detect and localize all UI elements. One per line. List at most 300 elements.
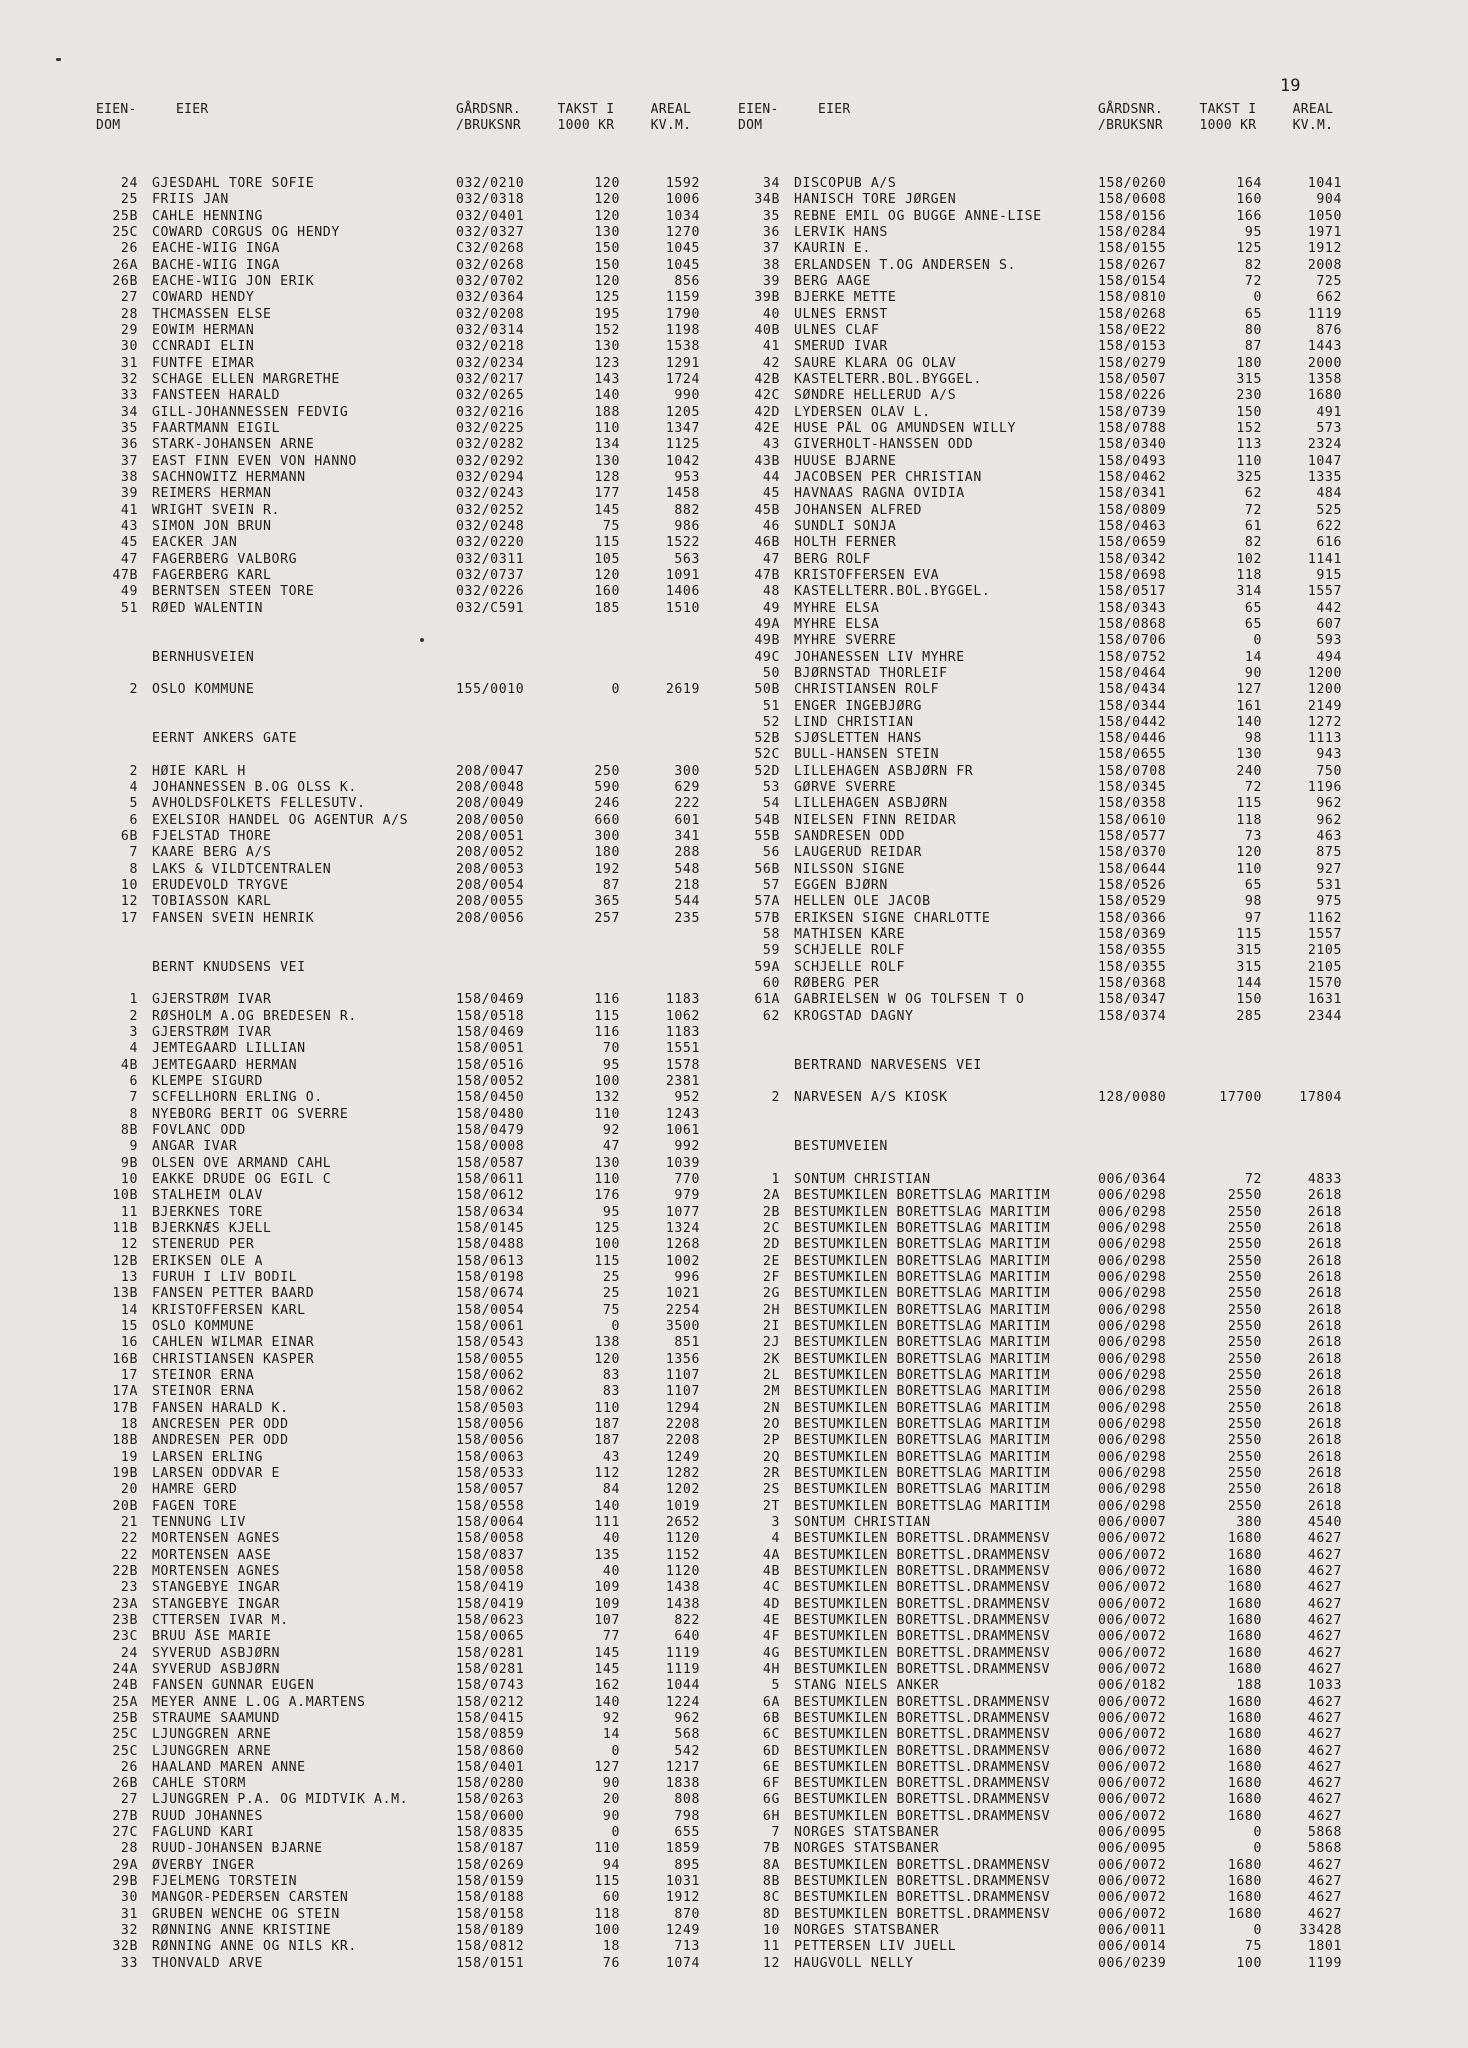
owner-name: MEYER ANNE L.OG A.MARTENS — [152, 1694, 366, 1710]
takst-value: 110 — [1236, 861, 1262, 877]
owner-name: FANSEN HARALD K. — [152, 1400, 289, 1416]
gardsnr-bruksnr: 032/0702 — [456, 273, 525, 289]
takst-value: 65 — [1244, 306, 1262, 322]
gardsnr-bruksnr: 158/0655 — [1098, 747, 1167, 763]
property-row — [738, 1695, 1358, 1711]
gardsnr-bruksnr: 006/0072 — [1098, 1874, 1167, 1890]
owner-name: OSLO KOMMUNE — [152, 1318, 255, 1334]
gardsnr-bruksnr: 158/0809 — [1098, 502, 1167, 518]
takst-value: 315 — [1236, 943, 1262, 959]
owner-name: KRISTOFFERSEN EVA — [794, 567, 940, 583]
areal-value: 1268 — [665, 1237, 700, 1253]
gardsnr-bruksnr: 158/0355 — [1098, 943, 1167, 959]
takst-value: 257 — [594, 910, 620, 926]
property-row — [738, 1270, 1358, 1286]
eiendom-number: 5 — [771, 1678, 780, 1694]
areal-value: 1522 — [665, 535, 700, 551]
property-row — [738, 796, 1358, 812]
owner-name: NORGES STATSBANER — [794, 1841, 940, 1857]
areal-value: 4627 — [1307, 1743, 1342, 1759]
eiendom-number: 43 — [120, 518, 138, 534]
eiendom-number: 53 — [762, 780, 780, 796]
takst-value: 90 — [602, 1808, 620, 1824]
owner-name: CHRISTIANSEN ROLF — [794, 682, 940, 698]
gardsnr-bruksnr: 032/0208 — [456, 306, 525, 322]
eiendom-number: 2 — [129, 1008, 138, 1024]
eiendom-number: 57 — [762, 878, 780, 894]
takst-value: 130 — [594, 453, 620, 469]
gardsnr-bruksnr: 158/0158 — [456, 1906, 525, 1922]
eiendom-number: 27 — [120, 1792, 138, 1808]
takst-value: 76 — [602, 1955, 620, 1971]
takst-value: 161 — [1236, 698, 1262, 714]
takst-value: 140 — [594, 1498, 620, 1514]
areal-value: 1291 — [665, 355, 700, 371]
takst-value: 285 — [1236, 1008, 1262, 1024]
property-row — [96, 1858, 716, 1874]
owner-name: LJUNGGREN P.A. OG MIDTVIK A.M. — [152, 1792, 409, 1808]
property-row — [96, 1956, 716, 1972]
takst-value: 166 — [1236, 208, 1262, 224]
blank-line — [96, 976, 716, 992]
gardsnr-bruksnr: 006/0182 — [1098, 1678, 1167, 1694]
property-row — [96, 405, 716, 421]
property-row — [738, 1597, 1358, 1613]
owner-name: BESTUMKILEN BORETTSL.DRAMMENSV — [794, 1612, 1051, 1628]
property-row — [738, 699, 1358, 715]
eiendom-number: 30 — [120, 1890, 138, 1906]
owner-name: MYHRE ELSA — [794, 600, 880, 616]
gardsnr-bruksnr: 158/0341 — [1098, 486, 1167, 502]
takst-value: 2550 — [1227, 1335, 1262, 1351]
property-row — [738, 845, 1358, 861]
eiendom-number: 2I — [762, 1318, 780, 1334]
eiendom-number: 4G — [762, 1645, 780, 1661]
property-row — [738, 1466, 1358, 1482]
gardsnr-bruksnr: C32/0268 — [456, 241, 525, 257]
owner-name: EGGEN BJØRN — [794, 878, 888, 894]
property-row — [96, 894, 716, 910]
owner-name: BESTUMKILEN BORETTSLAG MARITIM — [794, 1221, 1051, 1236]
eiendom-number: 27C — [112, 1825, 138, 1841]
street-heading: EERNT ANKERS GATE — [152, 731, 298, 747]
owner-name: BESTUMKILEN BORETTSL.DRAMMENSV — [794, 1710, 1051, 1726]
gardsnr-bruksnr: 158/0279 — [1098, 355, 1167, 371]
eiendom-number: 17A — [112, 1384, 138, 1400]
owner-name: BESTUMKILEN BORETTSLAG MARITIM — [794, 1188, 1051, 1204]
areal-value: 17804 — [1299, 1090, 1342, 1106]
gardsnr-bruksnr: 158/0480 — [456, 1106, 525, 1122]
takst-value: 130 — [594, 224, 620, 240]
areal-value: 1162 — [1307, 910, 1342, 926]
owner-name: STEINOR ERNA — [152, 1367, 255, 1383]
owner-name: NIELSEN FINN REIDAR — [794, 812, 957, 828]
eiendom-number: 25C — [112, 1743, 138, 1759]
areal-value: 2618 — [1307, 1433, 1342, 1449]
gardsnr-bruksnr: 158/0577 — [1098, 829, 1167, 845]
areal-value: 1119 — [1307, 306, 1342, 322]
takst-value: 120 — [594, 273, 620, 289]
owner-name: LAUGERUD REIDAR — [794, 845, 923, 861]
eiendom-number: 16 — [120, 1335, 138, 1351]
eiendom-number: 49A — [754, 616, 780, 632]
owner-name: ERLANDSEN T.OG ANDERSEN S. — [794, 257, 1017, 273]
owner-name: FANSTEEN HARALD — [152, 388, 281, 404]
property-row — [738, 1531, 1358, 1547]
gardsnr-bruksnr: 158/0063 — [456, 1449, 525, 1465]
areal-value: 713 — [674, 1939, 700, 1955]
eiendom-number: 56 — [762, 845, 780, 861]
eiendom-number: 31 — [120, 1906, 138, 1922]
gardsnr-bruksnr: 006/0298 — [1098, 1433, 1167, 1449]
takst-value: 105 — [594, 551, 620, 567]
takst-value: 14 — [602, 1727, 620, 1743]
areal-value: 1199 — [1307, 1955, 1342, 1971]
property-row — [96, 437, 716, 453]
eiendom-number: 56B — [754, 861, 780, 877]
takst-value: 110 — [594, 420, 620, 436]
property-row — [96, 796, 716, 812]
takst-value: 0 — [1253, 1825, 1262, 1841]
owner-name: FUNTFE EIMAR — [152, 355, 255, 371]
areal-value: 1406 — [665, 584, 700, 600]
takst-value: 90 — [602, 1776, 620, 1792]
areal-value: 1045 — [665, 241, 700, 257]
gardsnr-bruksnr: 032/0225 — [456, 420, 525, 436]
owner-name: PETTERSEN LIV JUELL — [794, 1939, 957, 1955]
gardsnr-bruksnr: 158/0187 — [456, 1841, 525, 1857]
property-row — [96, 1662, 716, 1678]
gardsnr-bruksnr: 158/0056 — [456, 1433, 525, 1449]
areal-value: 2618 — [1307, 1384, 1342, 1400]
takst-value: 95 — [1244, 224, 1262, 240]
takst-value: 365 — [594, 894, 620, 910]
owner-name: REBNE EMIL OG BUGGE ANNE-LISE — [794, 208, 1042, 224]
owner-name: KAURIN E. — [794, 241, 871, 257]
areal-value: 1202 — [665, 1482, 700, 1498]
areal-value: 4627 — [1307, 1596, 1342, 1612]
owner-name: THONVALD ARVE — [152, 1955, 264, 1971]
property-row — [96, 764, 716, 780]
eiendom-number: 31 — [120, 355, 138, 371]
eiendom-number: 7 — [771, 1825, 780, 1841]
owner-name: LYDERSEN OLAV L. — [794, 404, 931, 420]
takst-value: 118 — [1236, 567, 1262, 583]
eiendom-number: 4H — [762, 1661, 780, 1677]
owner-name: BESTUMKILEN BORETTSLAG MARITIM — [794, 1465, 1051, 1481]
eiendom-number: 35 — [120, 420, 138, 436]
takst-value: 98 — [1244, 731, 1262, 747]
areal-value: 1034 — [665, 208, 700, 224]
property-row — [738, 1009, 1358, 1025]
eiendom-number: 22 — [120, 1531, 138, 1547]
areal-value: 5868 — [1307, 1841, 1342, 1857]
property-row — [738, 339, 1358, 355]
areal-value: 2618 — [1307, 1351, 1342, 1367]
gardsnr-bruksnr: 158/0281 — [456, 1661, 525, 1677]
eiendom-number: 3 — [129, 1025, 138, 1041]
owner-name: HAALAND MAREN ANNE — [152, 1759, 306, 1775]
eiendom-number: 17B — [112, 1400, 138, 1416]
owner-name: GJESDAHL TORE SOFIE — [152, 176, 315, 191]
owner-name: SONTUM CHRISTIAN — [794, 1514, 931, 1530]
property-row — [738, 1744, 1358, 1760]
eiendom-number: 50B — [754, 682, 780, 698]
eiendom-number: 32 — [120, 371, 138, 387]
gardsnr-bruksnr: 158/0706 — [1098, 633, 1167, 649]
owner-name: EACKER JAN — [152, 535, 238, 551]
property-row — [738, 682, 1358, 698]
gardsnr-bruksnr: 006/0298 — [1098, 1367, 1167, 1383]
takst-value: 72 — [1244, 273, 1262, 289]
column-header — [96, 102, 716, 150]
property-row — [96, 1825, 716, 1841]
property-row — [738, 470, 1358, 486]
owner-name: JOHANSEN ALFRED — [794, 502, 923, 518]
takst-value: 100 — [1236, 1955, 1262, 1971]
property-row — [738, 1662, 1358, 1678]
gardsnr-bruksnr: 158/0064 — [456, 1514, 525, 1530]
takst-value: 110 — [594, 1106, 620, 1122]
property-row — [96, 1172, 716, 1188]
property-row — [738, 1825, 1358, 1841]
owner-name: STRAUME SAAMUND — [152, 1710, 281, 1726]
takst-value: 188 — [594, 404, 620, 420]
owner-name: BESTUMKILEN BORETTSL.DRAMMENSV — [794, 1857, 1051, 1873]
eiendom-number: 4 — [129, 1041, 138, 1057]
owner-name: LARSEN ERLING — [152, 1449, 264, 1465]
header-gardsnr: GÅRDSNR. /BRUKSNR — [456, 102, 522, 133]
owner-name: SCHJELLE ROLF — [794, 959, 906, 975]
gardsnr-bruksnr: 158/0442 — [1098, 714, 1167, 730]
areal-value: 1443 — [1307, 339, 1342, 355]
property-row — [96, 454, 716, 470]
areal-value: 1183 — [665, 992, 700, 1008]
property-row — [738, 976, 1358, 992]
right-column — [738, 102, 1358, 1972]
gardsnr-bruksnr: 006/0072 — [1098, 1776, 1167, 1792]
gardsnr-bruksnr: 032/C591 — [456, 600, 525, 616]
owner-name: LILLEHAGEN ASBJØRN — [794, 796, 948, 812]
gardsnr-bruksnr: 158/0587 — [456, 1155, 525, 1171]
property-row — [96, 568, 716, 584]
eiendom-number: 2T — [762, 1498, 780, 1514]
gardsnr-bruksnr: 006/0072 — [1098, 1727, 1167, 1743]
eiendom-number: 28 — [120, 306, 138, 322]
property-row — [96, 1597, 716, 1613]
areal-value: 1790 — [665, 306, 700, 322]
owner-name: BESTUMKILEN BORETTSLAG MARITIM — [794, 1384, 1051, 1400]
takst-value: 180 — [594, 845, 620, 861]
owner-name: MORTENSEN AGNES — [152, 1563, 281, 1579]
gardsnr-bruksnr: 158/0340 — [1098, 437, 1167, 453]
gardsnr-bruksnr: 158/0065 — [456, 1629, 525, 1645]
gardsnr-bruksnr: 006/0298 — [1098, 1416, 1167, 1432]
takst-value: 107 — [594, 1612, 620, 1628]
gardsnr-bruksnr: 006/0072 — [1098, 1580, 1167, 1596]
owner-name: RØNNING ANNE OG NILS KR. — [152, 1939, 357, 1955]
eiendom-number: 39 — [120, 486, 138, 502]
takst-value: 43 — [602, 1449, 620, 1465]
eiendom-number: 17 — [120, 1367, 138, 1383]
takst-value: 2550 — [1227, 1351, 1262, 1367]
eiendom-number: 1 — [771, 1172, 780, 1188]
gardsnr-bruksnr: 032/0217 — [456, 371, 525, 387]
gardsnr-bruksnr: 158/0613 — [456, 1253, 525, 1269]
gardsnr-bruksnr: 006/0072 — [1098, 1743, 1167, 1759]
areal-value: 798 — [674, 1808, 700, 1824]
gardsnr-bruksnr: 032/0314 — [456, 322, 525, 338]
takst-value: 110 — [594, 1841, 620, 1857]
areal-value: 1198 — [665, 322, 700, 338]
takst-value: 109 — [594, 1580, 620, 1596]
eiendom-number: 7 — [129, 1090, 138, 1106]
takst-value: 2550 — [1227, 1253, 1262, 1269]
owner-name: FAGERBERG VALBORG — [152, 551, 298, 567]
areal-value: 4627 — [1307, 1645, 1342, 1661]
property-row — [96, 241, 716, 257]
takst-value: 25 — [602, 1286, 620, 1302]
owner-name: NILSSON SIGNE — [794, 861, 906, 877]
property-row — [738, 241, 1358, 257]
takst-value: 100 — [594, 1923, 620, 1939]
owner-name: JOHANNESSEN B.OG OLSS K. — [152, 780, 357, 796]
gardsnr-bruksnr: 158/0267 — [1098, 257, 1167, 273]
eiendom-number: 26 — [120, 241, 138, 257]
takst-value: 150 — [594, 241, 620, 257]
gardsnr-bruksnr: 006/0298 — [1098, 1465, 1167, 1481]
owner-name: CHRISTIANSEN KASPER — [152, 1351, 315, 1367]
property-row — [738, 943, 1358, 959]
gardsnr-bruksnr: 158/0634 — [456, 1204, 525, 1220]
areal-value: 4627 — [1307, 1563, 1342, 1579]
owner-name: BJERKNÆS KJELL — [152, 1221, 272, 1236]
areal-value: 1838 — [665, 1776, 700, 1792]
takst-value: 177 — [594, 486, 620, 502]
areal-value: 856 — [674, 273, 700, 289]
gardsnr-bruksnr: 158/0529 — [1098, 894, 1167, 910]
property-row — [738, 1956, 1358, 1972]
owner-name: BESTUMKILEN BORETTSLAG MARITIM — [794, 1449, 1051, 1465]
takst-value: 83 — [602, 1367, 620, 1383]
areal-value: 1205 — [665, 404, 700, 420]
owner-name: NYEBORG BERIT OG SVERRE — [152, 1106, 349, 1122]
areal-value: 1294 — [665, 1400, 700, 1416]
areal-value: 1042 — [665, 453, 700, 469]
areal-value: 1107 — [665, 1367, 700, 1383]
eiendom-number: 12 — [120, 894, 138, 910]
eiendom-number: 2N — [762, 1400, 780, 1416]
eiendom-number: 5 — [129, 796, 138, 812]
gardsnr-bruksnr: 158/0533 — [456, 1465, 525, 1481]
property-row — [96, 1711, 716, 1727]
takst-value: 0 — [611, 1825, 620, 1841]
blank-line — [96, 715, 716, 731]
owner-name: BESTUMKILEN BORETTSL.DRAMMENSV — [794, 1759, 1051, 1775]
takst-value: 1680 — [1227, 1792, 1262, 1808]
areal-value: 463 — [1316, 829, 1342, 845]
property-row — [738, 1237, 1358, 1253]
owner-name: NARVESEN A/S KIOSK — [794, 1090, 948, 1106]
takst-value: 100 — [594, 1237, 620, 1253]
owner-name: ULNES ERNST — [794, 306, 888, 322]
areal-value: 33428 — [1299, 1923, 1342, 1939]
property-row — [96, 1188, 716, 1204]
property-row — [96, 1482, 716, 1498]
eiendom-number: 6C — [762, 1727, 780, 1743]
header-eier: EIER — [818, 102, 851, 117]
property-row — [96, 1466, 716, 1482]
gardsnr-bruksnr: 006/0298 — [1098, 1335, 1167, 1351]
areal-value: 1282 — [665, 1465, 700, 1481]
owner-name: ERIKSEN SIGNE CHARLOTTE — [794, 910, 991, 926]
gardsnr-bruksnr: 158/0463 — [1098, 518, 1167, 534]
areal-value: 1044 — [665, 1678, 700, 1694]
property-row — [96, 552, 716, 568]
takst-value: 2550 — [1227, 1269, 1262, 1285]
eiendom-number: 2G — [762, 1286, 780, 1302]
owner-name: LJUNGGREN ARNE — [152, 1727, 272, 1743]
areal-value: 2000 — [1307, 355, 1342, 371]
gardsnr-bruksnr: 032/0218 — [456, 339, 525, 355]
owner-name: NORGES STATSBANER — [794, 1923, 940, 1939]
gardsnr-bruksnr: 032/0210 — [456, 176, 525, 191]
gardsnr-bruksnr: 158/0674 — [456, 1286, 525, 1302]
takst-value: 82 — [1244, 535, 1262, 551]
owner-name: KAARE BERG A/S — [152, 845, 272, 861]
owner-name: BESTUMKILEN BORETTSLAG MARITIM — [794, 1400, 1051, 1416]
owner-name: BERNTSEN STEEN TORE — [152, 584, 315, 600]
gardsnr-bruksnr: 158/0343 — [1098, 600, 1167, 616]
owner-name: BESTUMKILEN BORETTSLAG MARITIM — [794, 1351, 1051, 1367]
takst-value: 380 — [1236, 1514, 1262, 1530]
areal-value: 300 — [674, 763, 700, 779]
owner-name: SANDRESEN ODD — [794, 829, 906, 845]
takst-value: 87 — [602, 878, 620, 894]
eiendom-number: 4E — [762, 1612, 780, 1628]
eiendom-number: 52B — [754, 731, 780, 747]
eiendom-number: 14 — [120, 1302, 138, 1318]
owner-name: SACHNOWITZ HERMANN — [152, 469, 306, 485]
takst-value: 70 — [602, 1041, 620, 1057]
gardsnr-bruksnr: 158/0284 — [1098, 224, 1167, 240]
owner-name: FAGERBERG KARL — [152, 567, 272, 583]
owner-name: OLSEN OVE ARMAND CAHL — [152, 1155, 332, 1171]
property-row — [738, 829, 1358, 845]
areal-value: 1141 — [1307, 551, 1342, 567]
owner-name: KRISTOFFERSEN KARL — [152, 1302, 306, 1318]
areal-value: 593 — [1316, 633, 1342, 649]
owner-name: BESTUMKILEN BORETTSL.DRAMMENSV — [794, 1563, 1051, 1579]
eiendom-number: 52 — [762, 714, 780, 730]
areal-value: 4833 — [1307, 1172, 1342, 1188]
areal-value: 875 — [1316, 845, 1342, 861]
gardsnr-bruksnr: 158/0057 — [456, 1482, 525, 1498]
takst-value: 145 — [594, 502, 620, 518]
property-row — [96, 1286, 716, 1302]
areal-value: 2208 — [665, 1433, 700, 1449]
areal-value: 1120 — [665, 1563, 700, 1579]
eiendom-number: 8D — [762, 1906, 780, 1922]
areal-value: 662 — [1316, 290, 1342, 306]
property-row — [96, 1074, 716, 1090]
property-row — [738, 568, 1358, 584]
property-row — [738, 601, 1358, 617]
areal-value: 568 — [674, 1727, 700, 1743]
header-eiendom: EIEN- DOM — [96, 102, 137, 133]
property-row — [96, 1270, 716, 1286]
eiendom-number: 58 — [762, 927, 780, 943]
